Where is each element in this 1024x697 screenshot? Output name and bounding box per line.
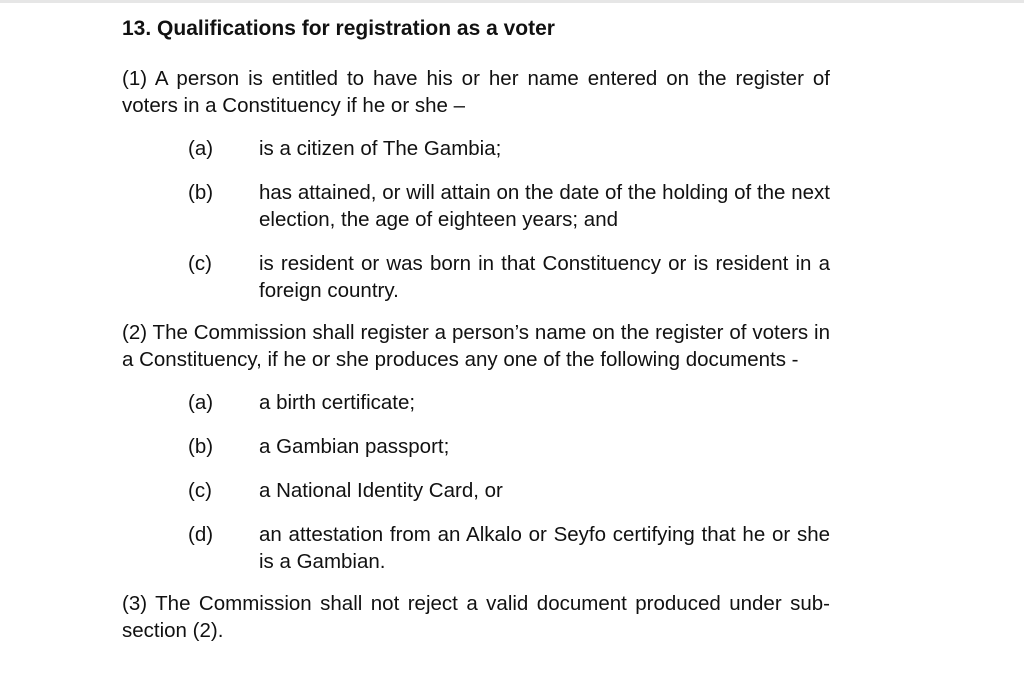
item-label: (a): [188, 137, 214, 160]
list-item: [122, 179, 830, 233]
document-body: [122, 15, 830, 644]
top-divider: [0, 0, 1024, 3]
section-heading: 13. Qualifications for registration as a voter: [122, 17, 555, 40]
list-item: [122, 135, 830, 162]
item-text: a National Identity Card, or: [259, 479, 503, 502]
item-text: is a citizen of The Gambia;: [259, 137, 502, 160]
item-text: is resident or was born in that Constituency or is resident in a foreign country.: [259, 252, 830, 302]
list-item: [122, 521, 830, 575]
subsection-3-text: (3) The Commission shall not reject a valid document produced under sub-section (2).: [122, 592, 830, 642]
subsection-1-list: [122, 135, 830, 304]
item-text: a Gambian passport;: [259, 435, 450, 458]
list-item: [122, 389, 830, 416]
item-label: (c): [188, 479, 212, 502]
list-item: [122, 250, 830, 304]
subsection-1-text: (1) A person is entitled to have his or her name entered on the register of voters in a Constituency if he or she –: [122, 67, 830, 117]
item-label: (b): [188, 435, 214, 458]
item-text: a birth certificate;: [259, 391, 416, 414]
item-label: (a): [188, 391, 214, 414]
item-text: has attained, or will attain on the date of the holding of the next election, the age of eighteen years; and: [259, 181, 830, 231]
item-label: (b): [188, 181, 214, 204]
item-text: an attestation from an Alkalo or Seyfo certifying that he or she is a Gambian.: [259, 523, 830, 573]
list-item: [122, 477, 830, 504]
list-item: [122, 433, 830, 460]
subsection-2-text: (2) The Commission shall register a person’s name on the register of voters in a Constituency, if he or she produces any one of the following documents -: [122, 321, 830, 371]
item-label: (c): [188, 252, 212, 275]
item-label: (d): [188, 523, 214, 546]
subsection-2-list: [122, 389, 830, 575]
